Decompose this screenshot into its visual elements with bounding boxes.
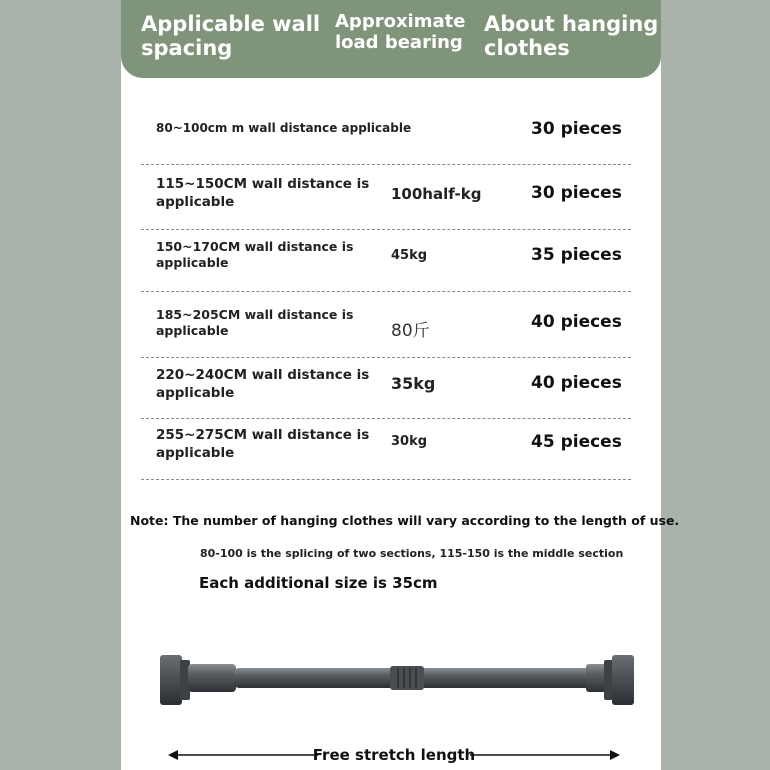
header-hanging-clothes: About hanging clothes <box>484 12 659 61</box>
row-spacing: 150~170CM wall distance is applicable <box>156 239 354 271</box>
table-row <box>141 358 631 419</box>
table-row <box>141 292 631 358</box>
table-row <box>141 230 631 292</box>
row-load: 45kg <box>391 248 428 263</box>
row-spacing: 115~150CM wall distance is applicable <box>156 176 370 210</box>
row-clothes: 35 pieces <box>531 245 622 265</box>
tension-rod-image <box>150 640 640 720</box>
row-spacing: 220~240CM wall distance is applicable <box>156 367 370 401</box>
table-row <box>141 100 631 165</box>
size-note: Each additional size is 35cm <box>199 574 438 592</box>
row-clothes: 30 pieces <box>531 119 622 139</box>
header-load-bearing: Approximate load bearing <box>335 11 466 53</box>
row-spacing: 255~275CM wall distance is applicable <box>156 427 370 461</box>
table-header <box>121 0 661 78</box>
row-clothes: 40 pieces <box>531 373 622 393</box>
row-load: 80斤 <box>391 321 430 341</box>
row-clothes: 30 pieces <box>531 183 622 203</box>
table-row <box>141 419 631 480</box>
row-spacing: 80~100cm m wall distance applicable <box>156 121 412 135</box>
row-load: 100half-kg <box>391 185 482 203</box>
row-clothes: 45 pieces <box>531 432 622 452</box>
stretch-length-indicator <box>168 746 620 766</box>
section-note: 80-100 is the splicing of two sections, 115-150 is the middle section <box>200 547 624 560</box>
row-load: 30kg <box>391 434 428 449</box>
header-wall-spacing: Applicable wall spacing <box>141 12 321 61</box>
row-clothes: 40 pieces <box>531 312 622 332</box>
row-load: 35kg <box>391 374 436 393</box>
note-text: Note: The number of hanging clothes will vary according to the length of use. <box>130 513 680 528</box>
table-row <box>141 165 631 230</box>
row-spacing: 185~205CM wall distance is applicable <box>156 307 354 339</box>
stretch-length-label: Free stretch length <box>312 746 476 764</box>
